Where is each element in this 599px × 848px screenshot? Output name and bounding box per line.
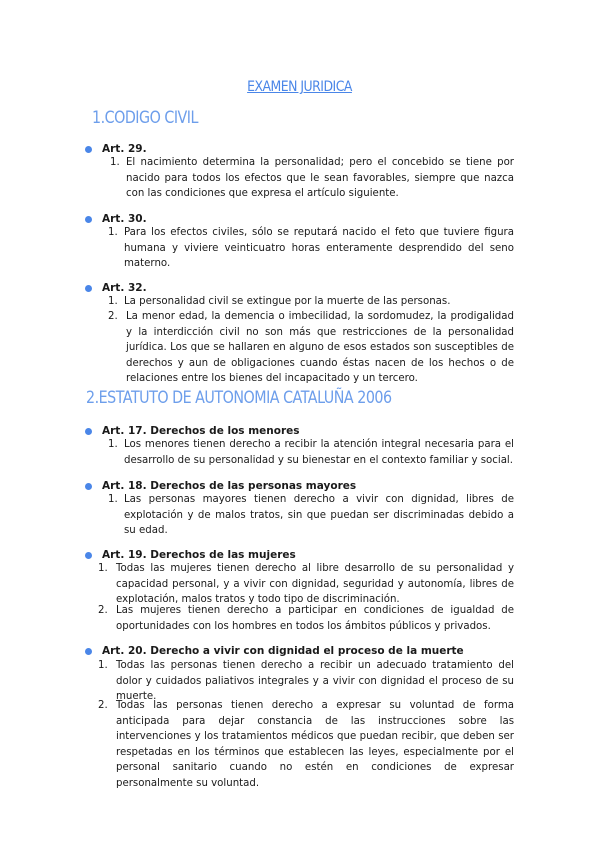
- article-title: Art. 17. Derechos de los menores: [102, 425, 300, 437]
- bullet-icon: [85, 428, 92, 435]
- bullet-icon: [85, 552, 92, 559]
- list-item: 1. Todas las mujeres tienen derecho al libre desarrollo de su personalidad y capacidad personal, y a vivir con dignidad, seguridad y autonomía, libres de explotación, malos tratos y todo tipo de discriminación.: [98, 563, 514, 605]
- article-title: Art. 29.: [102, 143, 147, 155]
- list-item: 1. Las personas mayores tienen derecho a vivir con dignidad, libres de explotación y de malos tratos, sin que puedan ser discriminadas debido a su edad.: [108, 494, 514, 536]
- list-item: 1. La personalidad civil se extingue por la muerte de las personas.: [108, 296, 451, 307]
- list-item: 1. Los menores tienen derecho a recibir la atención integral necesaria para el desarrollo de su personalidad y su bienestar en el contexto familiar y social.: [108, 439, 514, 466]
- list-item: 2. La menor edad, la demencia o imbecilidad, la sordomudez, la prodigalidad y la interdicción civil no son más que restricciones de la personalidad jurídica. Los que se hallaren en alguno de esos estados son susceptibles de derechos y aun de obligaciones cuando éstas nacen de los hechos o de relaciones entre los bienes del incapacitado y un tercero.: [108, 311, 514, 384]
- article-title: Art. 18. Derechos de las personas mayores: [102, 480, 356, 492]
- bullet-icon: [85, 285, 92, 292]
- article-title: Art. 19. Derechos de las mujeres: [102, 549, 296, 561]
- section-heading-estatuto: 2.ESTATUTO DE AUTONOMIA CATALUÑA 2006: [86, 388, 392, 408]
- section-heading-codigo-civil: 1.CODIGO CIVIL: [92, 108, 198, 128]
- article-title: Art. 32.: [102, 282, 147, 294]
- list-item: 1. Todas las personas tienen derecho a recibir un adecuado tratamiento del dolor y cuidados paliativos integrales y a vivir con dignidad el proceso de su muerte.: [98, 660, 514, 702]
- bullet-icon: [85, 146, 92, 153]
- list-item: 2. Todas las personas tienen derecho a expresar su voluntad de forma anticipada para dejar constancia de las instrucciones sobre las intervenciones y los tratamientos médicos que puedan recibir, que deben ser respetadas en los términos que establecen las leyes, especialmente por el personal sanitario cuando no estén en condiciones de expresar personalmente su voluntad.: [98, 700, 514, 789]
- list-item: 1. El nacimiento determina la personalidad; pero el concebido se tiene por nacido para todos los efectos que le sean favorables, siempre que nazca con las condiciones que expresa el artículo siguiente.: [110, 157, 514, 199]
- article-title: Art. 20. Derecho a vivir con dignidad el proceso de la muerte: [102, 645, 464, 657]
- list-item: 2. Las mujeres tienen derecho a participar en condiciones de igualdad de oportunidades con los hombres en todos los ámbitos públicos y privados.: [98, 605, 514, 632]
- bullet-icon: [85, 216, 92, 223]
- article-title: Art. 30.: [102, 213, 147, 225]
- list-item: 1. Para los efectos civiles, sólo se reputará nacido el feto que tuviere figura humana y viviere veinticuatro horas enteramente desprendido del seno materno.: [108, 227, 514, 269]
- bullet-icon: [85, 648, 92, 655]
- document-title: EXAMEN JURIDICA: [247, 79, 352, 95]
- bullet-icon: [85, 483, 92, 490]
